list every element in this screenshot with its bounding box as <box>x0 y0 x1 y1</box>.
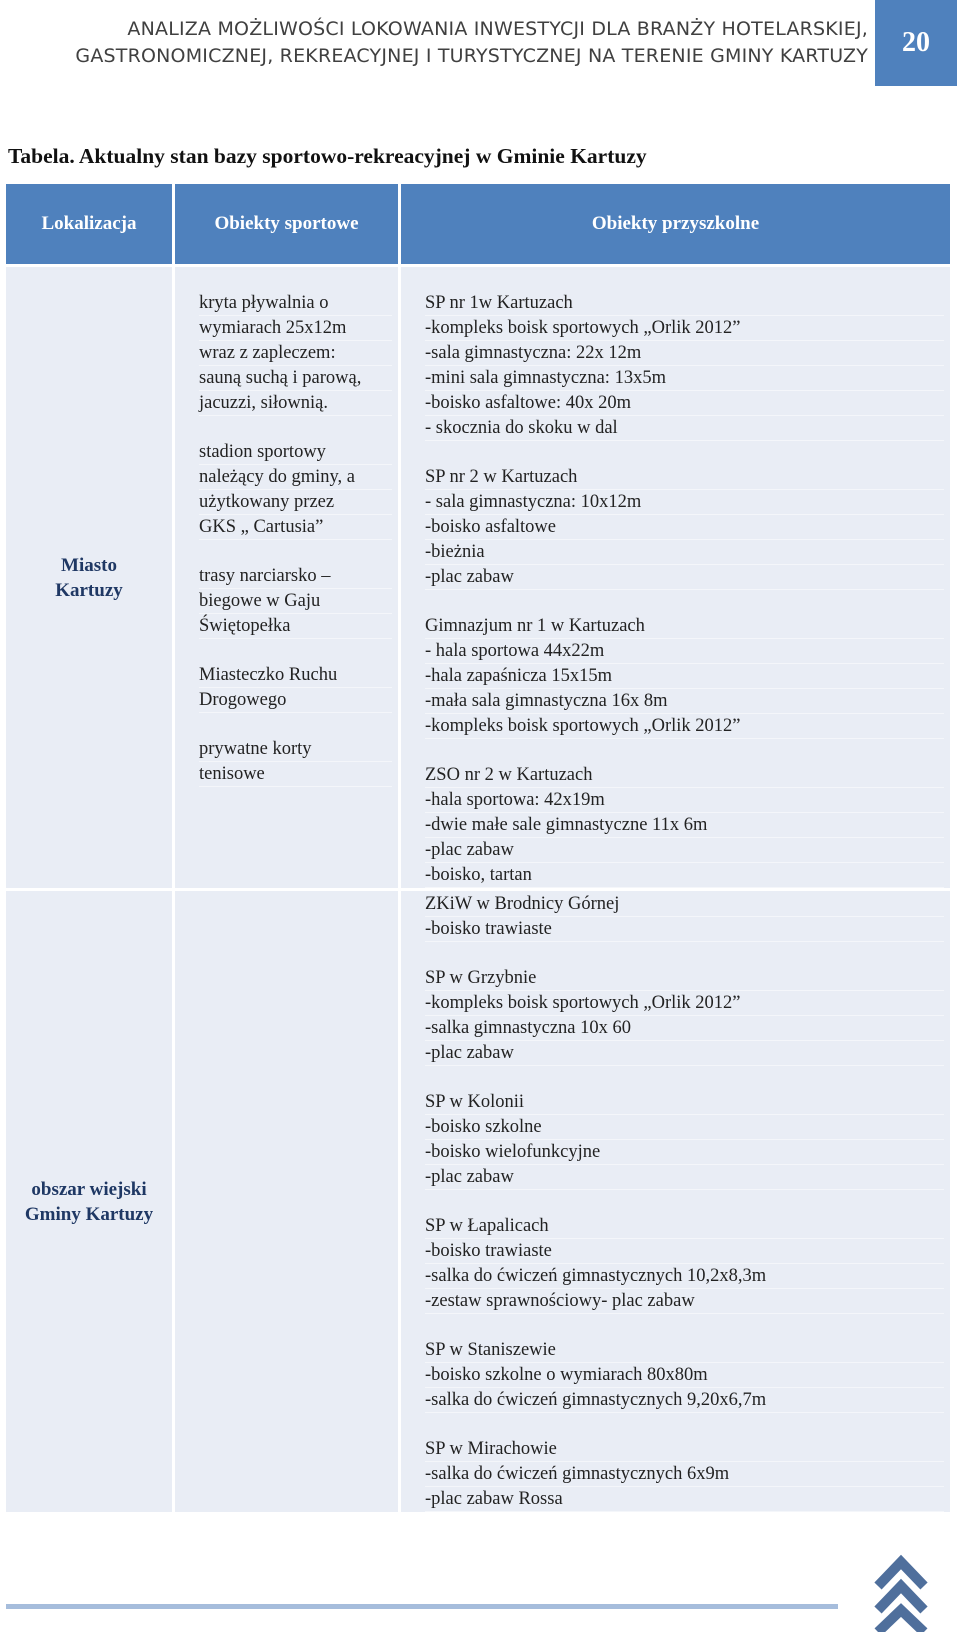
list-item: -plac zabaw Rossa <box>425 1487 944 1512</box>
list-item: Świętopełka <box>199 614 392 639</box>
list-item: -bieżnia <box>425 540 944 565</box>
list-item: -salka do ćwiczeń gimnastycznych 10,2x8,3m <box>425 1264 944 1289</box>
list-item: -kompleks boisk sportowych „Orlik 2012” <box>425 714 944 739</box>
list-item: ZKiW w Brodnicy Górnej <box>425 892 944 917</box>
schools-list <box>401 891 950 1512</box>
list-item: wymiarach 25x12m <box>199 316 392 341</box>
sports-list <box>175 267 398 787</box>
schools-cell <box>401 891 950 1515</box>
list-item: SP nr 2 w Kartuzach <box>425 465 944 490</box>
list-item: ZSO nr 2 w Kartuzach <box>425 763 944 788</box>
list-item: -salka do ćwiczeń gimnastycznych 9,20x6,7m <box>425 1388 944 1413</box>
list-item: -hala zapaśnicza 15x15m <box>425 664 944 689</box>
list-item: jacuzzi, siłownią. <box>199 391 392 416</box>
list-gap <box>199 540 392 564</box>
list-item: SP w Kolonii <box>425 1090 944 1115</box>
list-item: Drogowego <box>199 688 392 713</box>
list-item: SP w Grzybnie <box>425 966 944 991</box>
list-item: SP w Mirachowie <box>425 1437 944 1462</box>
list-item: - skocznia do skoku w dal <box>425 416 944 441</box>
list-item: -plac zabaw <box>425 838 944 863</box>
list-gap <box>199 416 392 440</box>
location-label: obszar wiejski Gminy Kartuzy <box>24 1178 154 1225</box>
column-header-schools: Obiekty przyszkolne <box>401 184 950 267</box>
list-item: -boisko asfaltowe <box>425 515 944 540</box>
list-item: -mini sala gimnastyczna: 13x5m <box>425 366 944 391</box>
list-item: -salka do ćwiczeń gimnastycznych 6x9m <box>425 1462 944 1487</box>
list-gap <box>425 1314 944 1338</box>
list-item: biegowe w Gaju <box>199 589 392 614</box>
table-header-row <box>6 184 950 267</box>
list-gap <box>425 1066 944 1090</box>
table-row <box>6 267 950 891</box>
list-item: tenisowe <box>199 762 392 787</box>
list-item: trasy narciarsko – <box>199 564 392 589</box>
sports-cell <box>175 267 401 891</box>
list-item: -boisko szkolne o wymiarach 80x80m <box>425 1363 944 1388</box>
list-item: -boisko wielofunkcyjne <box>425 1140 944 1165</box>
list-item: -salka gimnastyczna 10x 60 <box>425 1016 944 1041</box>
list-item: -zestaw sprawnościowy- plac zabaw <box>425 1289 944 1314</box>
table-row <box>6 891 950 1515</box>
double-chevron-up-icon <box>872 1552 930 1632</box>
schools-list <box>401 267 950 888</box>
list-item: -boisko asfaltowe: 40x 20m <box>425 391 944 416</box>
header-title-line-2: GASTRONOMICZNEJ, REKREACYJNEJ I TURYSTYCZNEJ NA TERENIE GMINY KARTUZY <box>75 45 868 67</box>
list-item: prywatne korty <box>199 737 392 762</box>
list-gap <box>199 639 392 663</box>
list-item: Gimnazjum nr 1 w Kartuzach <box>425 614 944 639</box>
list-gap <box>425 1190 944 1214</box>
list-item: -boisko, tartan <box>425 863 944 888</box>
list-item: -boisko trawiaste <box>425 917 944 942</box>
sports-facilities-table <box>6 184 950 1515</box>
footer-divider <box>6 1604 838 1609</box>
list-gap <box>199 713 392 737</box>
list-item: - sala gimnastyczna: 10x12m <box>425 490 944 515</box>
list-item: -kompleks boisk sportowych „Orlik 2012” <box>425 991 944 1016</box>
list-item: SP nr 1w Kartuzach <box>425 291 944 316</box>
list-item: GKS „ Cartusia” <box>199 515 392 540</box>
schools-cell <box>401 267 950 891</box>
table-caption: Tabela. Aktualny stan bazy sportowo-rekreacyjnej w Gminie Kartuzy <box>8 144 647 168</box>
list-item: stadion sportowy <box>199 440 392 465</box>
list-item: -kompleks boisk sportowych „Orlik 2012” <box>425 316 944 341</box>
list-item: należący do gminy, a <box>199 465 392 490</box>
document-header-title <box>18 16 868 70</box>
list-item: użytkowany przez <box>199 490 392 515</box>
column-header-sports: Obiekty sportowe <box>175 184 401 267</box>
list-gap <box>425 1413 944 1437</box>
list-item: SP w Łapalicach <box>425 1214 944 1239</box>
list-item: -plac zabaw <box>425 1165 944 1190</box>
list-item: kryta pływalnia o <box>199 291 392 316</box>
list-gap <box>425 942 944 966</box>
location-label: Miasto Kartuzy <box>55 554 123 601</box>
list-item: -boisko szkolne <box>425 1115 944 1140</box>
list-item: sauną suchą i parową, <box>199 366 392 391</box>
list-item: -boisko trawiaste <box>425 1239 944 1264</box>
list-item: -dwie małe sale gimnastyczne 11x 6m <box>425 813 944 838</box>
list-item: -plac zabaw <box>425 565 944 590</box>
column-header-location: Lokalizacja <box>6 184 175 267</box>
header-title-line-1: ANALIZA MOŻLIWOŚCI LOKOWANIA INWESTYCJI DLA BRANŻY HOTELARSKIEJ, <box>127 18 868 40</box>
list-gap <box>425 441 944 465</box>
list-gap <box>425 590 944 614</box>
list-item: SP w Staniszewie <box>425 1338 944 1363</box>
page-number: 20 <box>875 0 957 86</box>
list-item: -hala sportowa: 42x19m <box>425 788 944 813</box>
list-item: wraz z zapleczem: <box>199 341 392 366</box>
list-item: -mała sala gimnastyczna 16x 8m <box>425 689 944 714</box>
location-cell <box>6 891 175 1515</box>
list-gap <box>425 739 944 763</box>
location-cell <box>6 267 175 891</box>
list-item: - hala sportowa 44x22m <box>425 639 944 664</box>
list-item: Miasteczko Ruchu <box>199 663 392 688</box>
sports-cell <box>175 891 401 1515</box>
list-item: -sala gimnastyczna: 22x 12m <box>425 341 944 366</box>
list-item: -plac zabaw <box>425 1041 944 1066</box>
